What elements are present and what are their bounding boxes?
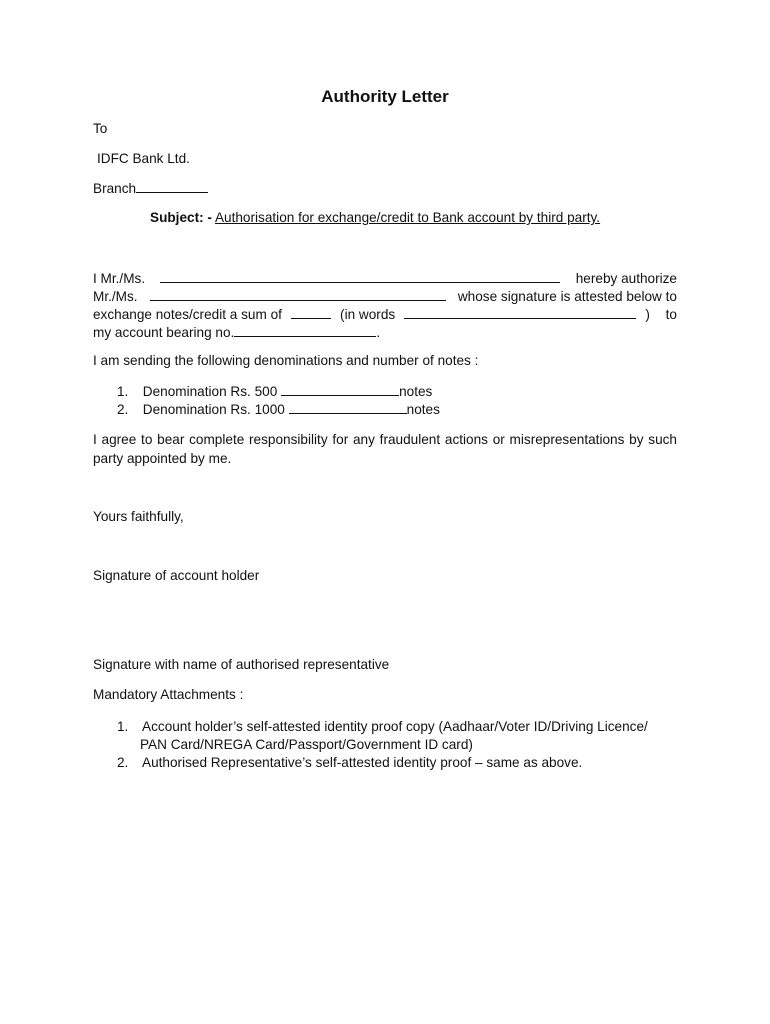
closing: Yours faithfully,: [93, 509, 184, 524]
agree-paragraph: I agree to bear complete responsibility for any fraudulent actions or misrepresentations by such party appointed by me.: [93, 432, 677, 466]
mandatory-heading: Mandatory Attachments :: [93, 687, 244, 702]
to-text: ) to: [645, 307, 677, 322]
holder-name-blank: [160, 281, 560, 283]
exchange-text: exchange notes/credit a sum of: [93, 307, 282, 322]
sum-blank: [291, 317, 331, 319]
words-blank: [404, 317, 636, 319]
signature-representative: Signature with name of authorised representative: [93, 657, 390, 672]
attachment-item-continued: PAN Card/NREGA Card/Passport/Government ID card): [140, 737, 473, 752]
attachments-list: [117, 718, 648, 772]
mr-label: Mr./Ms.: [93, 289, 138, 304]
attachment-item: 2. Authorised Representative’s self-attested identity proof – same as above.: [117, 755, 583, 770]
branch-blank: [136, 191, 208, 193]
whose-text: whose signature is attested below to: [457, 289, 677, 304]
auth-row-4: my account bearing no. .: [93, 325, 381, 340]
bank-name: IDFC Bank Ltd.: [97, 151, 190, 166]
denomination-item: 2. Denomination Rs. 1000 notes: [117, 402, 440, 417]
subject-line: [150, 210, 600, 225]
auth-row-2: [93, 288, 677, 306]
page-title: Authority Letter: [321, 87, 449, 106]
authorization-paragraph: [93, 270, 677, 342]
i-mr-label: I Mr./Ms.: [93, 271, 146, 286]
sending-text: I am sending the following denominations and number of notes :: [93, 353, 479, 368]
account-blank: [234, 335, 376, 337]
attachment-item: 1. Account holder’s self-attested identity proof copy (Aadhaar/Voter ID/Driving Licence/: [117, 719, 648, 734]
account-text: my account bearing no.: [93, 325, 235, 340]
in-words-text: (in words: [340, 307, 396, 322]
notes-1000-blank: [289, 412, 407, 414]
denominations-list: [117, 383, 440, 419]
subject-label: Subject: -: [150, 210, 212, 225]
denomination-item: 1. Denomination Rs. 500 notes: [117, 384, 433, 399]
notes-500-blank: [281, 394, 399, 396]
to-label: To: [93, 121, 108, 136]
signature-holder: Signature of account holder: [93, 568, 260, 583]
subject-text: Authorisation for exchange/credit to Bank account by third party.: [214, 210, 601, 225]
branch-line: [93, 181, 208, 196]
auth-row-3: [93, 306, 677, 324]
hereby-text: hereby authorize: [575, 271, 677, 286]
auth-row-1: [93, 270, 677, 288]
rep-name-blank: [150, 299, 446, 301]
branch-label: Branch: [93, 181, 137, 196]
